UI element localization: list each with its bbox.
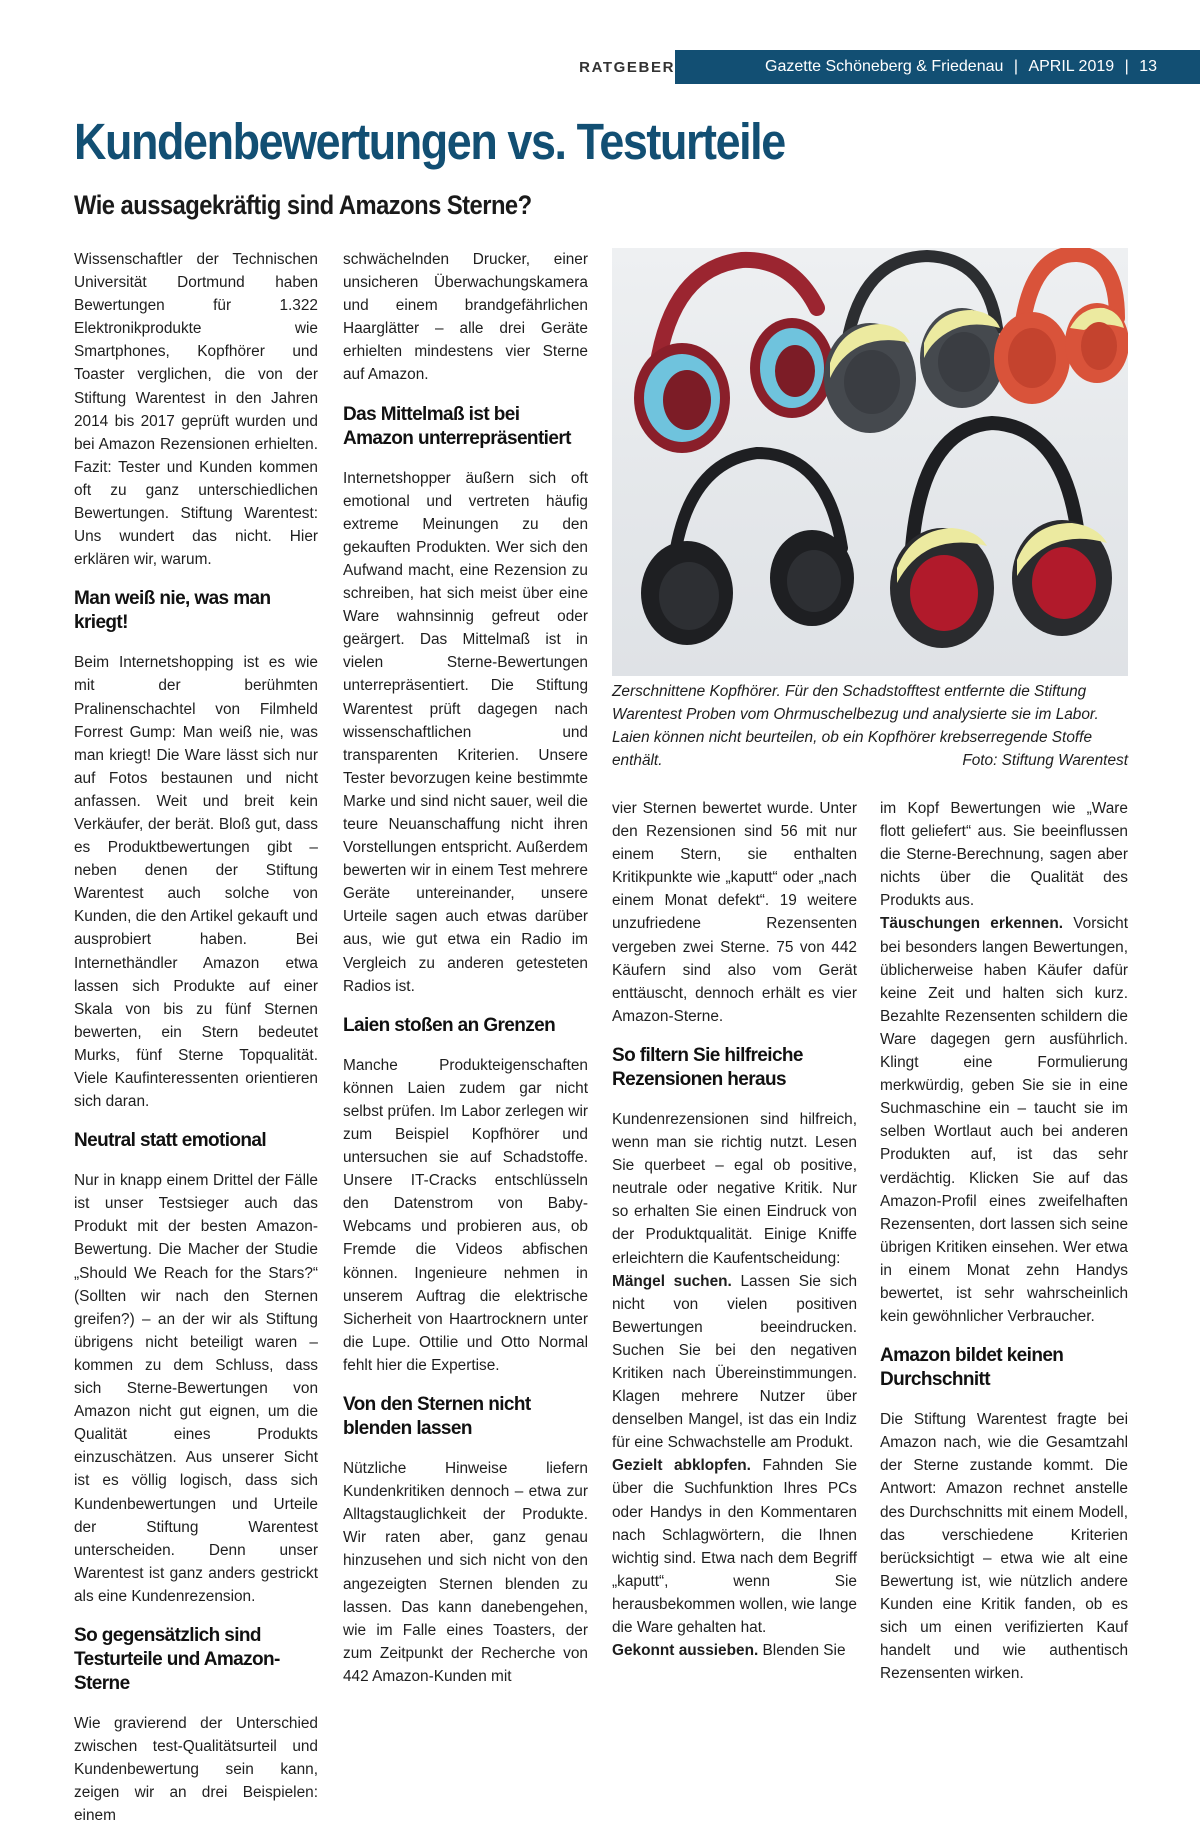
headphones-photo: [612, 248, 1128, 676]
paragraph: vier Sternen bewertet wurde. Unter den Rezensionen sind 56 mit nur einem Stern, sie enthalten Kritikpunkte wie „kaputt“ oder „nach einem Monat defekt“. 19 weitere unzufriedene Rezensenten vergeben zwei Sterne. 75 von 442 Käufern sind also vom Gerät enttäuscht, dennoch erhält es vier Amazon-Sterne.: [612, 800, 857, 1025]
issue-date: APRIL 2019: [1028, 58, 1115, 75]
black-red-headphone: [890, 423, 1112, 648]
paragraph: schwächelnden Drucker, einer unsicheren Überwachungskamera und einem brandgefährlichen Haarglätter – alle drei Geräte erhielten mindestens vier Sterne auf Amazon.: [343, 251, 588, 384]
black-headphone: [641, 453, 854, 645]
publication-name: Gazette Schöneberg & Friedenau: [765, 58, 1004, 75]
paragraph: im Kopf Bewertungen wie „Ware flott geliefert“ aus. Sie beeinflussen die Sterne-Berechnung, sagen aber nichts über die Qualität des Produkts aus.: [880, 800, 1128, 910]
publication-bar: [675, 50, 1200, 84]
tip-text: Vorsicht bei besonders langen Bewertungen, üblicherweise haben Käufer dafür keine Zeit und halten sich kurz. Bezahlte Rezensenten schildern die Ware dagegen gern ausführlich. Klingt eine Formulierung merkwürdig, geben Sie sie in eine Suchmaschine ein – taucht sie im selben Wortlaut auch bei anderen Produkten auf, ist das sehr verdächtig. Klicken Sie auf das Amazon-Profil eines zweifelhaften Rezensenten, dort lassen sich seine übrigen Kritiken einsehen. Wer etwa in einem Monat zehn Handys bewertet, ist sehr wahrscheinlich kein gewöhnlicher Verbraucher.: [880, 915, 1128, 1326]
column-4: [880, 797, 1128, 1685]
photo-caption: [612, 680, 1128, 772]
section-label: RATGEBER: [579, 59, 675, 76]
caption-text: Zerschnittene Kopfhörer. Für den Schadstofftest entfernte die Stiftung Warentest Proben vom Ohrmuschelbezug und analysierte sie im Labor. Laien können nicht beurteilen, ob ein Kopfhörer krebserregende Stoffe enthält.: [612, 683, 1099, 770]
paragraph: Wie gravierend der Unterschied zwischen test-Qualitätsurteil und Kundenbewertung sein kann, zeigen wir an drei Beispielen: einem: [74, 1714, 318, 1825]
intro-paragraph: Wissenschaftler der Technischen Universität Dortmund haben Bewertungen für 1.322 Elektronikprodukte wie Smartphones, Kopfhörer und Toaster verglichen, die von der Stiftung Warentest in den Jahren 2014 bis 2017 geprüft wurden und bei Amazon Rezensionen erhielten. Fazit: Tester und Kunden kommen oft zu ganz unterschiedlichen Bewertungen. Stiftung Warentest: Uns wundert das nicht. Hier erklären wir, warum.: [74, 251, 318, 569]
red-headphone: [634, 260, 834, 453]
column-1: [74, 248, 318, 1827]
article-subtitle: Wie aussagekräftig sind Amazons Sterne?: [74, 190, 532, 220]
tip-lead: Gekonnt aussieben.: [612, 1642, 759, 1660]
subheading: Von den Sternen nicht blenden lassen: [343, 1394, 531, 1440]
tip-paragraph: [612, 1270, 857, 1455]
photo-credit: Foto: Stiftung Warentest: [962, 752, 1128, 770]
tip-text: Lassen Sie sich nicht von vielen positiven Bewertungen beeindrucken. Suchen Sie bei den negativen Kritiken nach Übereinstimmungen. Klagen mehrere Nutzer über denselben Mangel, ist das ein Indiz für eine Schwachstelle am Produkt.: [612, 1272, 858, 1452]
tip-text: Blenden Sie: [758, 1642, 846, 1660]
subheading: Laien stoßen an Grenzen: [343, 1014, 556, 1036]
separator: |: [1124, 58, 1129, 75]
subheading: So filtern Sie hilfreiche Rezensionen heraus: [612, 1044, 803, 1090]
subheading: Man weiß nie, was man kriegt!: [74, 588, 271, 634]
column-3: [612, 797, 857, 1662]
tip-lead: Täuschungen erkennen.: [880, 915, 1063, 933]
tip-paragraph: [880, 912, 1128, 1328]
paragraph: Die Stiftung Warentest fragte bei Amazon nach, wie die Gesamtzahl der Sterne zustande kommt. Die Antwort: Amazon rechnet anstelle des Durchschnitts mit einem Modell, das verschiedene Kriterien berücksichtigt – etwa wie alt eine Bewertung ist, wie nützlich andere Kunden eine Kritik fanden, ob es sich um einen verifizierten Kauf handelt und wie authentisch Rezensenten wirken.: [880, 1411, 1128, 1683]
tip-lead: Gezielt abklopfen.: [612, 1457, 751, 1475]
paragraph: Manche Produkteigenschaften können Laien zudem gar nicht selbst prüfen. Im Labor zerlegen wir zum Beispiel Kopfhörer und untersuchen sie auf Schadstoffe. Unsere IT-Cracks entschlüsseln den Datenstrom von Baby-Webcams und probieren aus, ob Fremde die Videos abfischen können. Ingenieure nehmen in unserem Auftrag die elektrische Sicherheit von Haartrocknern unter die Lupe. Ottilie und Otto Normal fehlt hier die Expertise.: [343, 1056, 588, 1374]
paragraph: Beim Internetshopping ist es wie mit der berühmten Pralinenschachtel von Filmheld Forrest Gump: Man weiß nie, was man kriegt! Die Ware lässt sich nur auf Fotos bestaunen und nicht anfassen. Weit und breit kein Verkäufer, der berät. Bloß gut, dass es Produktbewertungen gibt – neben denen der Stiftung Warentest auch solche von Kunden, die den Artikel gekauft und ausprobiert haben. Bei Internethändler Amazon etwa lassen sich Produkte auf einer Skala von bis zu fünf Sternen bewerten, ein Stern bedeutet Murks, fünf Sterne Topqualität. Viele Kaufinteressenten orientieren sich daran.: [74, 654, 318, 1111]
paragraph: Nur in knapp einem Drittel der Fälle ist unser Testsieger auch das Produkt mit der besten Amazon-Bewertung. Die Macher der Studie „Should We Reach for the Stars?“ (Sollten wir nach den Sternen greifen?) – an der wir als Stiftung übrigens nicht beteiligt waren – kommen zu dem Schluss, dass sich Sterne-Bewertungen von Amazon nicht gut eignen, um die Qualität eines Produkts einzuschätzen. Aus unserer Sicht ist es völlig logisch, dass sich Kundenbewertungen und Urteile der Stiftung Warentest unterscheiden. Denn unser Warentest ist ganz anders gestrickt als eine Kundenrezension.: [74, 1172, 318, 1605]
subheading: Neutral statt emotional: [74, 1130, 267, 1152]
headphones-illustration: [612, 248, 1128, 676]
tip-text: Fahnden Sie über die Suchfunktion Ihres PCs oder Handys in den Kommentaren nach Schlagwörtern, die Ihnen wichtig sind. Etwa nach dem Begriff „kaputt“, wenn Sie herausbekommen wollen, wie lange die Ware gehalten hat.: [612, 1457, 857, 1636]
gray-headphone: [824, 256, 1004, 433]
subheading: Amazon bildet keinen Durchschnitt: [880, 1345, 1064, 1391]
tip-paragraph: [612, 1454, 857, 1639]
tip-lead: Mängel suchen.: [612, 1272, 732, 1290]
tip-paragraph: [612, 1639, 857, 1662]
column-2: [343, 248, 588, 1688]
paragraph: Internetshopper äußern sich oft emotional und vertreten häufig extreme Meinungen zu den gekauften Produkten. Wer sich den Aufwand macht, eine Rezension zu schreiben, hat sich meist über eine Ware wahnsinnig gefreut oder geärgert. Das Mittelmaß ist in vielen Sterne-Bewertungen unterrepräsentiert. Die Stiftung Warentest prüft dagegen nach wissenschaftlichen und transparenten Kriterien. Unsere Tester bevorzugen keine bestimmte Marke und sind nicht sauer, weil die teure Neuanschaffung nicht ihren Vorstellungen entspricht. Außerdem bewerten wir in einem Test mehrere Geräte untereinander, unsere Urteile sagen auch etwas darüber aus, wie gut etwa ein Radio im Vergleich zu anderen getesteten Radios ist.: [343, 469, 588, 995]
separator: |: [1013, 58, 1018, 75]
subheading: So gegensätzlich sind Testurteile und Amazon-Sterne: [74, 1624, 280, 1694]
article-title: Kundenbewertungen vs. Testurteile: [74, 113, 785, 170]
paragraph: Nützliche Hinweise liefern Kundenkritiken dennoch – etwa zur Alltagstauglichkeit der Produkte. Wir raten aber, ganz genau hinzusehen und sich nicht von den angezeigten Sternen blenden zu lassen. Das kann danebengehen, wie im Falle eines Toasters, der zum Zeitpunkt der Recherche von 442 Amazon-Kunden mit: [343, 1460, 588, 1685]
subheading: Das Mittelmaß ist bei Amazon unterrepräsentiert: [343, 403, 571, 449]
orange-headphone: [994, 254, 1128, 404]
paragraph: Kundenrezensionen sind hilfreich, wenn man sie richtig nutzt. Lesen Sie querbeet – egal ob positive, neutrale oder negative Kritik. Nur so erhalten Sie einen Eindruck von der Produktqualität. Einige Kniffe erleichtern die Kaufentscheidung:: [612, 1110, 857, 1267]
page-number: 13: [1139, 58, 1157, 75]
